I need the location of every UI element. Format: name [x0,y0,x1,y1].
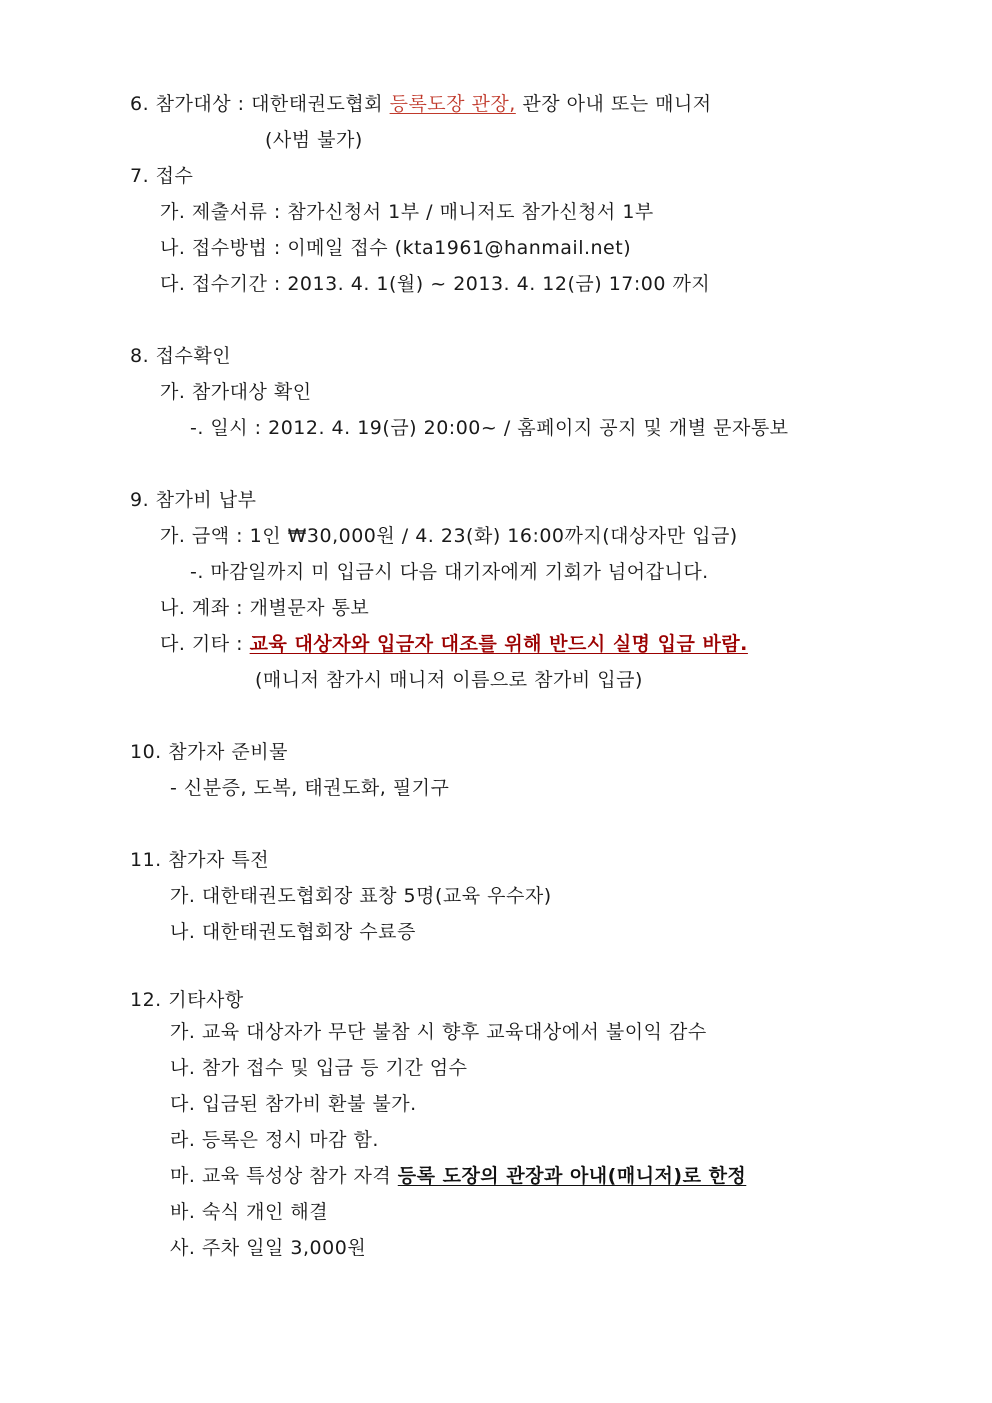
s8-item-a: 가. 참가대상 확인 [160,381,312,403]
s9-title: 9. 참가비 납부 [130,489,257,511]
s9-item-c-head: 다. 기타 : [160,633,250,655]
s6-highlight: 등록도장 관장, [389,93,516,115]
s12-item-g: 사. 주차 일일 3,000원 [170,1237,367,1259]
s8-title: 8. 접수확인 [130,345,232,367]
s9-item-c-note: (매니저 참가시 매니저 이름으로 참가비 입금) [255,669,643,691]
s9-item-c-highlight: 교육 대상자와 입금자 대조를 위해 반드시 실명 입금 바람. [249,633,748,655]
s7-title: 7. 접수 [130,165,194,187]
s12-title: 12. 기타사항 [130,989,244,1011]
s7-item-b: 나. 접수방법 : 이메일 접수 (kta1961@hanmail.net) [160,237,632,259]
s6-tail: 관장 아내 또는 매니저 [515,93,712,115]
s6-note: (사범 불가) [265,129,363,151]
s12-item-d: 라. 등록은 정시 마감 함. [170,1129,379,1151]
s7-item-a: 가. 제출서류 : 참가신청서 1부 / 매니저도 참가신청서 1부 [160,201,654,223]
s12-item-b: 나. 참가 접수 및 입금 등 기간 엄수 [170,1057,468,1079]
s6-head: 6. 참가대상 : 대한태권도협회 [130,93,390,115]
s11-item-b: 나. 대한태권도협회장 수료증 [170,921,416,943]
s6-line [130,92,712,116]
s9-item-a: 가. 금액 : 1인 ₩30,000원 / 4. 23(화) 16:00까지(대상자만 입금) [160,525,738,547]
s11-title: 11. 참가자 특전 [130,849,270,871]
s10-item: - 신분증, 도복, 태권도화, 필기구 [170,777,450,799]
s12-item-f: 바. 숙식 개인 해결 [170,1201,329,1223]
s9-item-b: 나. 계좌 : 개별문자 통보 [160,597,370,619]
s7-item-c: 다. 접수기간 : 2013. 4. 1(월) ~ 2013. 4. 12(금) 17:00 까지 [160,273,711,295]
s12-item-e-highlight: 등록 도장의 관장과 아내(매니저)로 한정 [397,1165,747,1187]
s12-item-c: 다. 입금된 참가비 환불 불가. [170,1093,417,1115]
s10-title: 10. 참가자 준비물 [130,741,288,763]
s8-item-a-detail: -. 일시 : 2012. 4. 19(금) 20:00~ / 홈페이지 공지 및 개별 문자통보 [190,417,789,439]
s9-item-c [160,632,748,656]
s9-item-a-detail: -. 마감일까지 미 입금시 다음 대기자에게 기회가 넘어갑니다. [190,561,709,583]
s12-item-e [170,1164,746,1188]
s11-item-a: 가. 대한태권도협회장 표창 5명(교육 우수자) [170,885,552,907]
s12-item-a: 가. 교육 대상자가 무단 불참 시 향후 교육대상에서 불이익 감수 [170,1021,707,1043]
s12-item-e-head: 마. 교육 특성상 참가 자격 [170,1165,398,1187]
